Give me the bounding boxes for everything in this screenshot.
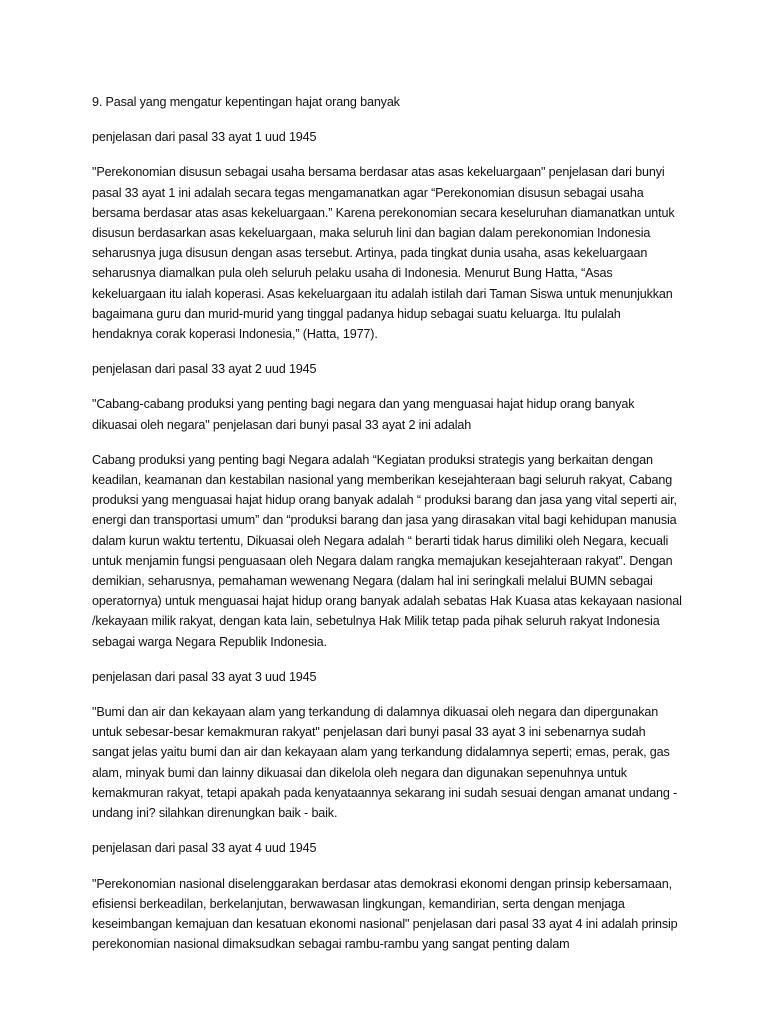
document-page <box>92 92 682 969</box>
section-1-heading: penjelasan dari pasal 33 ayat 1 uud 1945 <box>92 130 317 145</box>
section-4-heading: penjelasan dari pasal 33 ayat 4 uud 1945 <box>92 841 317 856</box>
section-2-paragraph-1: "Cabang-cabang produksi yang penting bagi negara dan yang menguasai hajat hidup orang banyak dikuasai oleh negara" penjelasan dari bunyi pasal 33 ayat 2 ini adalah <box>92 397 635 432</box>
section-3-paragraph-1: "Bumi dan air dan kekayaan alam yang terkandung di dalamnya dikuasai oleh negara dan dipergunakan untuk sebesar-besar kemakmuran rakyat" penjelasan dari bunyi pasal 33 ayat 3 ini sebenarnya sudah sangat jelas yaitu bumi dan air dan kekayaan alam yang terkandung didalamnya seperti; emas, perak, gas alam, minyak bumi dan lainny dikuasai dan dikelola oleh negara dan digunakan sepenuhnya untuk kemakmuran rakyat, tetapi apakah pada kenyataannya sekarang ini sudah sesuai dengan amanat undang - undang ini? silahkan direnungkan baik - baik. <box>92 705 678 821</box>
document-title: 9. Pasal yang mengatur kepentingan hajat orang banyak <box>92 95 400 109</box>
section-1-paragraph-1: "Perekonomian disusun sebagai usaha bersama berdasar atas asas kekeluargaan" penjelasan dari bunyi pasal 33 ayat 1 ini adalah secara tegas mengamanatkan agar “Perekonomian disusun sebagai usaha bersama berdasar atas asas kekeluargaan.” Karena perekonomian secara keseluruhan diamanatkan untuk disusun berdasarkan asas kekeluargaan, maka seluruh lini dan bagian dalam perekonomian Indonesia seharusnya juga disusun dengan asas tersebut. Artinya, pada tingkat dunia usaha, asas kekeluargaan seharusnya diamalkan pula oleh seluruh pelaku usaha di Indonesia. Menurut Bung Hatta, “Asas kekeluargaan itu ialah koperasi. Asas kekeluargaan itu adalah istilah dari Taman Siswa untuk menunjukkan bagaimana guru dan murid-murid yang tinggal padanya hidup sebagai suatu keluarga. Itu pulalah hendaknya corak koperasi Indonesia,” (Hatta, 1977). <box>92 165 675 342</box>
section-2-heading: penjelasan dari pasal 33 ayat 2 uud 1945 <box>92 362 317 377</box>
section-4-paragraph-1: "Perekonomian nasional diselenggarakan berdasar atas demokrasi ekonomi dengan prinsip kebersamaan, efisiensi berkeadilan, berkelanjutan, berwawasan lingkungan, kemandirian, serta dengan menjaga keseimbangan kemajuan dan kesatuan ekonomi nasional" penjelasan dari pasal 33 ayat 4 ini adalah prinsip perekonomian nasional dimaksudkan sebagai rambu-rambu yang sangat penting dalam <box>92 876 678 952</box>
section-2-paragraph-2: Cabang produksi yang penting bagi Negara adalah “Kegiatan produksi strategis yang berkaitan dengan keadilan, keamanan dan kestabilan nasional yang memberikan kesejahteraan bagi seluruh rakyat, Cabang produksi yang menguasai hajat hidup orang banyak adalah “ produksi barang dan jasa yang vital seperti air, energi dan transportasi umum” dan “produksi barang dan jasa yang dirasakan vital bagi kehidupan manusia dalam kurun waktu tertentu, Dikuasai oleh Negara adalah “ berarti tidak harus dimiliki oleh Negara, kecuali untuk menjamin fungsi penguasaan oleh Negara dalam rangka memajukan kesejahteraan rakyat”. Dengan demikian, seharusnya, pemahaman wewenang Negara (dalam hal ini seringkali melalui BUMN sebagai operatornya) untuk menguasai hajat hidup orang banyak adalah sebatas Hak Kuasa atas kekayaan nasional /kekayaan milik rakyat, dengan kata lain, sebetulnya Hak Milik tetap pada pihak seluruh rakyat Indonesia sebagai warga Negara Republik Indonesia. <box>92 452 682 649</box>
section-3-heading: penjelasan dari pasal 33 ayat 3 uud 1945 <box>92 669 317 684</box>
